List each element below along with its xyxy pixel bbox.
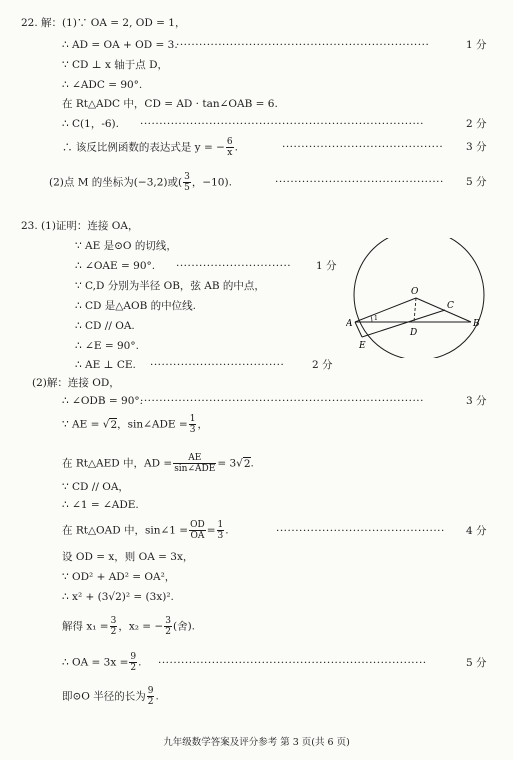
q23-line3: ∴ ∠OAE = 90°. bbox=[75, 260, 156, 272]
text-segment: 在 Rt△OAD 中，sin∠1 = bbox=[62, 524, 189, 537]
q22-line8-end: ，−10). bbox=[191, 176, 232, 189]
score-label: 2 分 bbox=[312, 359, 333, 371]
label-c: C bbox=[447, 301, 454, 311]
fraction-numerator: 3 bbox=[110, 616, 117, 626]
score-label: 5 分 bbox=[466, 176, 487, 188]
score-label: 4 分 bbox=[466, 525, 487, 537]
q22-line8 bbox=[49, 172, 232, 193]
label-1: 1 bbox=[374, 315, 378, 322]
text-segment: 即⊙O 半径的长为 bbox=[62, 690, 146, 703]
dot-leader: ············································ bbox=[276, 525, 445, 537]
score-label: 5 分 bbox=[466, 657, 487, 669]
score-label: 1 分 bbox=[316, 260, 337, 272]
q23-part2-line1: (2)解：连接 OD， bbox=[32, 377, 120, 389]
circle-geometry-figure bbox=[346, 238, 496, 358]
fraction-numerator: AE bbox=[173, 453, 216, 464]
label-a: A bbox=[346, 319, 353, 329]
dot-leader: ············································ bbox=[275, 176, 444, 188]
q23-part2-line13 bbox=[62, 686, 159, 707]
q23-part2-line2: ∴ ∠ODB = 90°. bbox=[62, 395, 143, 407]
label-o: O bbox=[411, 287, 419, 297]
dot-leader: ·········································· bbox=[282, 141, 444, 153]
page-footer: 九年级数学答案及评分参考 第 3 页(共 6 页) bbox=[163, 737, 350, 748]
q23-line2: ∵ AE 是⊙O 的切线， bbox=[75, 240, 177, 252]
dot-leader: ·········································································· bbox=[140, 118, 424, 130]
score-label: 3 分 bbox=[466, 395, 487, 407]
q23-part2-line7 bbox=[62, 520, 229, 541]
q22-line6: ∴ C(1，-6). bbox=[62, 118, 119, 130]
fraction-denominator: OA bbox=[190, 531, 205, 541]
angle-1-arc bbox=[371, 316, 372, 322]
fraction-denominator: x bbox=[227, 148, 233, 158]
fraction-numerator: OD bbox=[190, 520, 205, 530]
q23-part2-line3 bbox=[62, 414, 208, 435]
fraction-denominator: 2 bbox=[110, 627, 117, 637]
text-segment: = 3√ bbox=[217, 457, 243, 470]
text-segment: (舍). bbox=[172, 620, 196, 633]
text-segment: . bbox=[225, 524, 229, 537]
text-segment: . bbox=[250, 457, 254, 470]
fraction-numerator: 1 bbox=[189, 414, 196, 424]
text-segment: ， bbox=[197, 418, 208, 431]
q23-part2-line4 bbox=[62, 453, 254, 474]
dot-leader: ·································································· bbox=[176, 39, 430, 51]
score-label: 1 分 bbox=[466, 39, 487, 51]
score-label: 2 分 bbox=[466, 118, 487, 130]
q22-line7-end: . bbox=[234, 141, 238, 154]
label-d: D bbox=[410, 328, 418, 338]
text-segment: 解得 x₁ = bbox=[62, 620, 109, 633]
q23-line7: ∴ ∠E = 90°. bbox=[75, 340, 139, 352]
dot-leader: ······································································ bbox=[158, 657, 427, 669]
radicand: 2 bbox=[243, 457, 251, 470]
fraction bbox=[189, 414, 197, 435]
q23-part2-line6: ∴ ∠1 = ∠ADE. bbox=[62, 499, 139, 511]
fraction bbox=[217, 520, 225, 541]
text-segment: = bbox=[206, 524, 216, 537]
label-b: B bbox=[473, 319, 480, 329]
fraction-denominator: 2 bbox=[165, 627, 171, 637]
fraction-numerator: 3 bbox=[184, 172, 190, 182]
q22-line8-text: (2)点 M 的坐标为(−3,2)或( bbox=[49, 176, 183, 189]
text-segment: . bbox=[155, 690, 159, 703]
q23-line5: ∴ CD 是△AOB 的中位线. bbox=[75, 300, 196, 312]
fraction bbox=[189, 520, 206, 541]
score-label: 3 分 bbox=[466, 141, 487, 153]
segment-oa bbox=[355, 298, 416, 322]
fraction bbox=[226, 137, 234, 158]
text-segment: . bbox=[138, 656, 142, 669]
fraction-numerator: 1 bbox=[217, 520, 224, 530]
dot-leader: ··································· bbox=[150, 359, 285, 371]
fraction-numerator: 9 bbox=[147, 686, 154, 696]
fraction-numerator: 3 bbox=[165, 616, 171, 626]
q23-part2-line10: ∴ x² + (3√2)² = (3x)². bbox=[62, 591, 174, 603]
fraction-denominator: 3 bbox=[217, 531, 224, 541]
q22-line4: ∴ ∠ADC = 90°. bbox=[62, 79, 143, 91]
segment-od-dashed bbox=[414, 298, 416, 322]
text-segment: ∵ AE = √ bbox=[62, 418, 110, 431]
fraction bbox=[129, 652, 137, 673]
q22-line5: 在 Rt△ADC 中，CD = AD · tan∠OAB = 6. bbox=[62, 98, 278, 110]
q23-part2-line5: ∵ CD // OA， bbox=[62, 481, 129, 493]
fraction-denominator: sin∠ADE bbox=[174, 464, 216, 474]
radicand: 2 bbox=[110, 418, 118, 431]
label-e: E bbox=[359, 341, 366, 351]
q22-line7-text: ∴ 该反比例函数的表达式是 y = − bbox=[62, 141, 225, 154]
fraction-denominator: 2 bbox=[147, 697, 154, 707]
circle-o bbox=[354, 238, 484, 358]
q23-line4: ∵ C,D 分别为半径 OB，弦 AB 的中点， bbox=[75, 280, 265, 292]
q23-part2-line8: 设 OD = x，则 OA = 3x， bbox=[62, 551, 194, 563]
text-segment: ∴ OA = 3x = bbox=[62, 656, 129, 669]
q23-part2-line9: ∵ OD² + AD² = OA²， bbox=[62, 571, 176, 583]
fraction bbox=[147, 686, 155, 707]
q23-part2-line12 bbox=[62, 652, 142, 673]
q23-line1: 23. (1)证明：连接 OA， bbox=[21, 220, 139, 232]
q23-part2-line11 bbox=[62, 616, 195, 637]
fraction-denominator: 5 bbox=[184, 183, 190, 193]
dot-leader: ·········································································· bbox=[140, 395, 424, 407]
q22-line7 bbox=[62, 137, 238, 158]
text-segment: 在 Rt△AED 中，AD = bbox=[62, 457, 173, 470]
q22-line2: ∴ AD = OA + OD = 3. bbox=[62, 39, 178, 51]
fraction-numerator: 9 bbox=[130, 652, 137, 662]
fraction-numerator: 6 bbox=[226, 137, 233, 147]
fraction-denominator: 2 bbox=[130, 663, 137, 673]
q22-line3: ∵ CD ⊥ x 轴于点 D， bbox=[62, 59, 169, 71]
text-segment: ，x₂ = − bbox=[118, 620, 164, 633]
q22-line1: 22. 解：(1)∵ OA = 2, OD = 1， bbox=[21, 17, 186, 29]
fraction bbox=[110, 616, 118, 637]
fraction-denominator: 3 bbox=[189, 425, 196, 435]
text-segment: ，sin∠ADE = bbox=[117, 418, 188, 431]
dot-leader: ······························ bbox=[176, 260, 292, 272]
q23-line8: ∴ AE ⊥ CE. bbox=[75, 359, 136, 371]
fraction bbox=[183, 172, 191, 193]
q23-line6: ∴ CD // OA. bbox=[75, 320, 135, 332]
fraction bbox=[173, 453, 216, 474]
fraction bbox=[164, 616, 172, 637]
